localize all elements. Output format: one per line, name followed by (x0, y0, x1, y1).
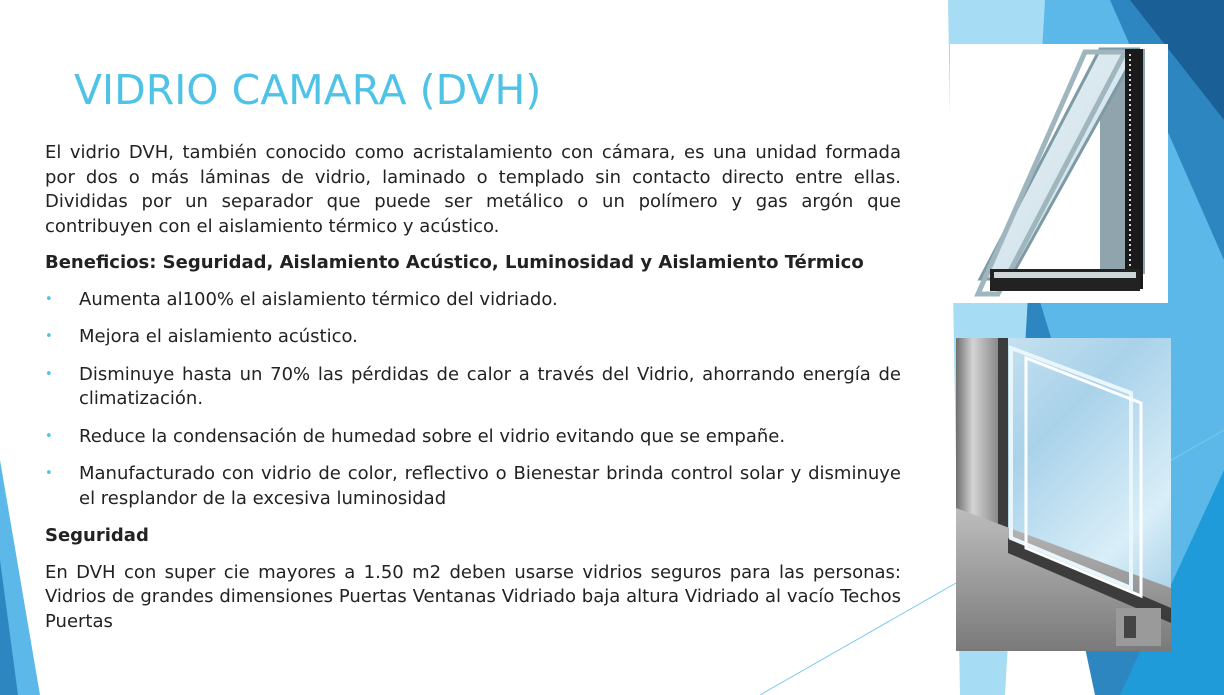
list-item-text: Reduce la condensación de humedad sobre el vidrio evitando que se empañe. (79, 425, 786, 447)
benefits-heading: Beneficios: Seguridad, Aislamiento Acústico, Luminosidad y Aislamiento Térmico (45, 252, 864, 273)
bullet-icon: • (45, 291, 53, 307)
list-item-text: Disminuye hasta un 70% las pérdidas de calor a través del Vidrio, ahorrando energía de climatización. (79, 363, 901, 409)
security-paragraph: En DVH con super cie mayores a 1.50 m2 deben usarse vidrios seguros para las personas: Vidrios de grandes dimensiones Puertas Ventanas Vidriado baja altura Vidriado al vacío Techos Puertas (45, 561, 901, 632)
window-frame-icon (956, 338, 1171, 651)
list-item-text: Manufacturado con vidrio de color, reflectivo o Bienestar brinda control solar y disminuye el resplandor de la excesiva luminosidad (79, 463, 901, 509)
page-title: VIDRIO CAMARA (DVH) (74, 66, 542, 114)
benefits-list (45, 288, 901, 512)
bullet-icon: • (45, 329, 53, 344)
intro-paragraph: El vidrio DVH, también conocido como acristalamiento con cámara, es una unidad formada por dos o más láminas de vidrio, laminado o templado sin contacto directo entre ellas. Divididas por un separador que puede ser metálico o un polímero y gas argón que contribuyen con el aislamiento térmico y acústico. (45, 142, 901, 237)
double-glazed-glass-diagram (950, 44, 1168, 303)
list-item (45, 325, 901, 350)
security-heading: Seguridad (45, 525, 149, 546)
list-item (45, 288, 901, 313)
list-item-text: Aumenta al100% el aislamiento térmico del vidriado. (79, 288, 558, 310)
glass-diagram-icon (950, 44, 1168, 303)
bullet-icon: • (45, 428, 53, 444)
bullet-icon: • (45, 366, 53, 382)
main-content (45, 141, 901, 634)
list-item (45, 363, 901, 412)
list-item-text: Mejora el aislamiento acústico. (79, 326, 358, 347)
list-item (45, 462, 901, 511)
list-item (45, 425, 901, 450)
aluminum-window-frame-photo (956, 338, 1171, 651)
bullet-icon: • (45, 466, 53, 481)
